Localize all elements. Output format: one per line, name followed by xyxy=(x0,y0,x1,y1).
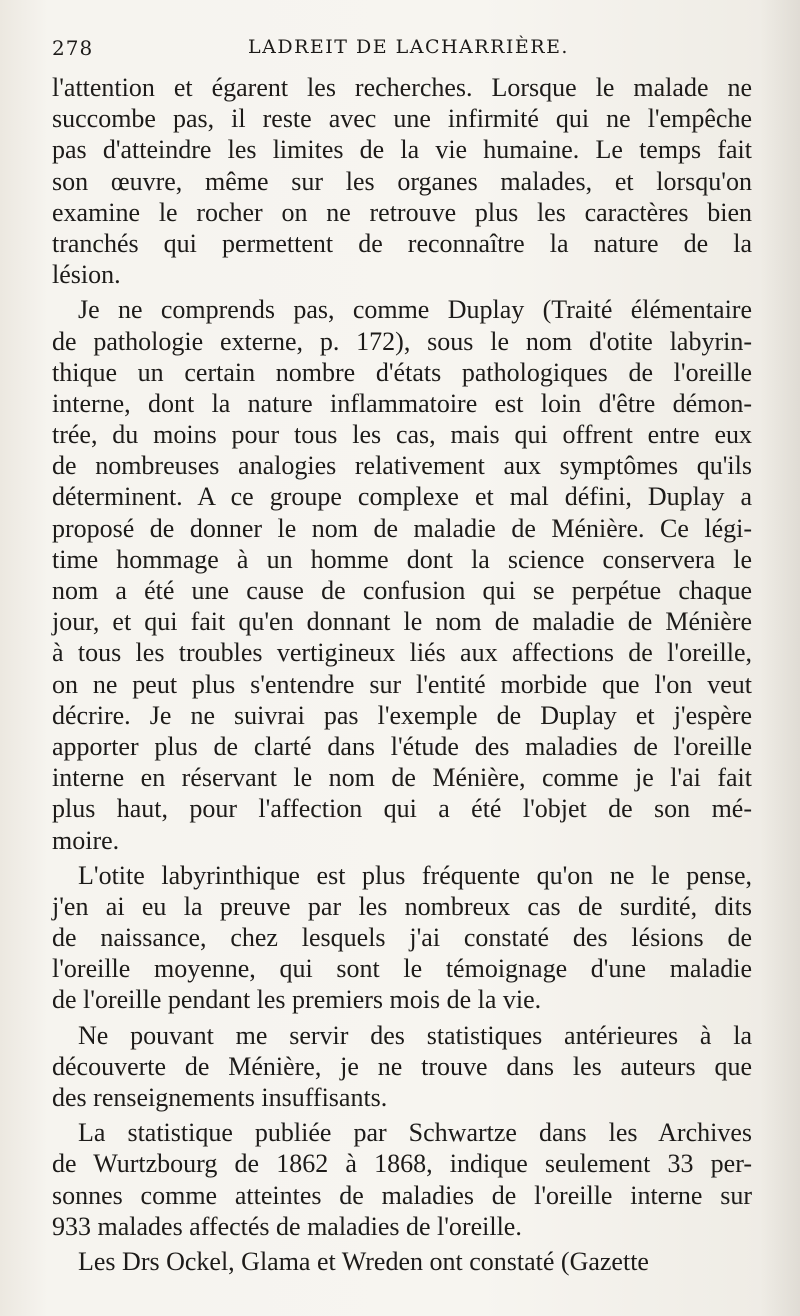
page-number: 278 xyxy=(52,36,94,60)
text-line: on ne peut plus s'entendre sur l'entité morbide que l'on veut xyxy=(52,669,752,699)
text-line: déterminent. A ce groupe complexe et mal défini, Duplay a xyxy=(52,482,752,512)
body-text xyxy=(52,72,752,1277)
text-line: tranchés qui permettent de reconnaître la nature de la xyxy=(52,228,752,258)
text-line: examine le rocher on ne retrouve plus les caractères bien xyxy=(52,197,752,227)
text-line: décrire. Je ne suivrai pas l'exemple de Duplay et j'espère xyxy=(52,700,752,730)
text-line: des renseignements insuffisants. xyxy=(52,1083,388,1112)
text-line: 933 malades affectés de maladies de l'oreille. xyxy=(52,1211,522,1241)
text-line: Les Drs Ockel, Glama et Wreden ont constaté (Gazette xyxy=(78,1246,649,1276)
page-edge-shadow xyxy=(760,0,800,1316)
text-line: proposé de donner le nom de maladie de Ménière. Ce légi- xyxy=(52,513,752,543)
text-line: time hommage à un homme dont la science conservera le xyxy=(52,544,752,574)
text-line: j'en ai eu la preuve par les nombreux cas de surdité, dits xyxy=(52,891,752,921)
text-line: de naissance, chez lesquels j'ai constaté des lésions de xyxy=(52,923,752,953)
text-line: de nombreuses analogies relativement aux symptômes qu'ils xyxy=(52,451,752,481)
text-line: apporter plus de clarté dans l'étude des maladies de l'oreille xyxy=(52,731,752,761)
text-line: Ne pouvant me servir des statistiques antérieures à la xyxy=(78,1020,752,1050)
text-line: l'attention et égarent les recherches. Lorsque le malade ne xyxy=(52,73,752,102)
text-line: nom a été une cause de confusion qui se perpétue chaque xyxy=(52,576,752,605)
text-line: à tous les troubles vertigineux liés aux affections de l'oreille, xyxy=(52,638,752,668)
text-line: succombe pas, il reste avec une infirmité qui ne l'empêche xyxy=(52,104,752,134)
running-head: LADREIT DE LACHARRIÈRE. xyxy=(248,36,569,58)
text-line: plus haut, pour l'affection qui a été l'objet de son mé- xyxy=(52,794,752,824)
text-line: thique un certain nombre d'états pathologiques de l'oreille xyxy=(52,357,752,387)
text-line: lésion. xyxy=(52,260,121,290)
text-line: pas d'atteindre les limites de la vie humaine. Le temps fait xyxy=(52,135,752,165)
text-line: découverte de Ménière, je ne trouve dans les auteurs que xyxy=(52,1051,752,1081)
text-line: interne, dont la nature inflammatoire est loin d'être démon- xyxy=(52,388,752,418)
text-line: l'oreille moyenne, qui sont le témoignage d'une maladie xyxy=(52,954,752,984)
text-line: son œuvre, même sur les organes malades, et lorsqu'on xyxy=(52,166,752,196)
text-line: trée, du moins pour tous les cas, mais qui offrent entre eux xyxy=(52,420,752,450)
text-line: de l'oreille pendant les premiers mois de la vie. xyxy=(52,985,542,1015)
text-line: interne en réservant le nom de Ménière, comme je l'ai fait xyxy=(52,763,752,793)
text-line: Je ne comprends pas, comme Duplay (Traité élémentaire xyxy=(78,295,752,325)
text-line: L'otite labyrinthique est plus fréquente qu'on ne le pense, xyxy=(78,860,752,890)
text-line: de Wurtzbourg de 1862 à 1868, indique seulement 33 per- xyxy=(52,1149,752,1179)
text-line: jour, et qui fait qu'en donnant le nom de maladie de Ménière xyxy=(52,607,752,637)
text-line: La statistique publiée par Schwartze dans les Archives xyxy=(78,1118,752,1148)
text-line: sonnes comme atteintes de maladies de l'oreille interne sur xyxy=(52,1180,752,1210)
page-header xyxy=(52,36,752,68)
text-line: moire. xyxy=(52,825,120,855)
text-line: de pathologie externe, p. 172), sous le nom d'otite labyrin- xyxy=(52,326,752,356)
